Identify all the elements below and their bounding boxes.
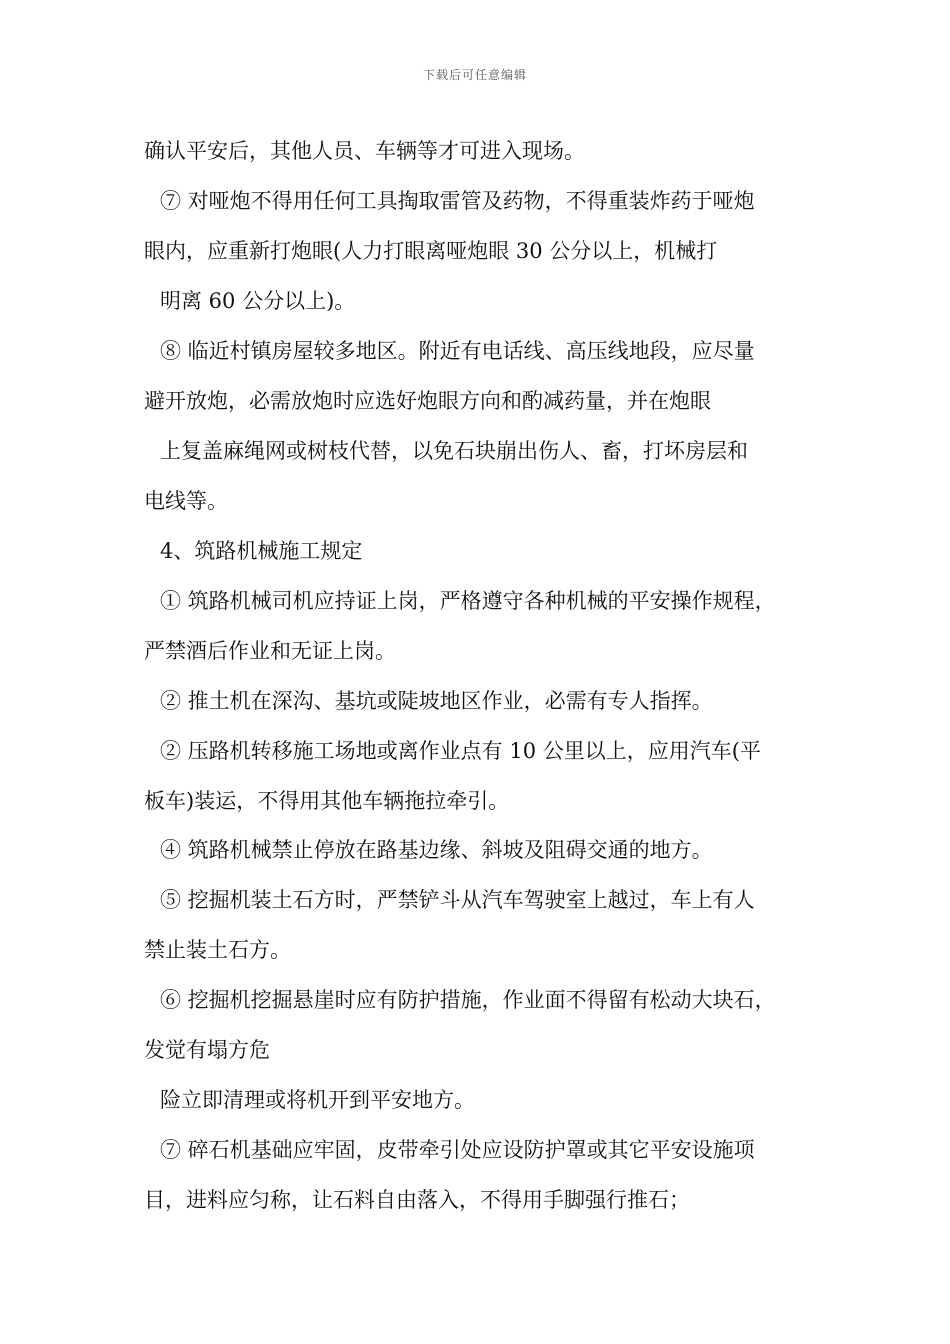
text-line: ⑦ 碎石机基础应牢固，皮带牵引处应设防护罩或其它平安设施项 [160, 1138, 755, 1162]
text-line: 确认平安后，其他人员、车辆等才可进入现场。 [144, 139, 585, 163]
section-heading: 4、筑路机械施工规定 [160, 539, 363, 563]
text-line: 禁止装土石方。 [144, 938, 291, 962]
text-line: 上复盖麻绳网或树枝代替，以免石块崩出伤人、畜，打坏房层和 [160, 439, 748, 463]
text-line: 避开放炮，必需放炮时应选好炮眼方向和酌减药量，并在炮眼 [144, 389, 711, 413]
text-line: 明离 60 公分以上)。 [160, 289, 356, 313]
page-header: 下载后可任意编辑 [422, 68, 527, 82]
text-line: ④ 筑路机械禁止停放在路基边缘、斜坡及阻碍交通的地方。 [160, 838, 713, 862]
text-line: ⑦ 对哑炮不得用任何工具掏取雷管及药物，不得重装炸药于哑炮 [160, 189, 755, 213]
text-line: ① 筑路机械司机应持证上岗，严格遵守各种机械的平安操作规程， [160, 589, 776, 613]
text-line: 发觉有塌方危 [144, 1038, 270, 1062]
text-line: ② 推土机在深沟、基坑或陡坡地区作业，必需有专人指挥。 [160, 689, 713, 713]
text-line: ⑧ 临近村镇房屋较多地区。附近有电话线、高压线地段，应尽量 [160, 339, 755, 363]
text-line: 险立即清理或将机开到平安地方。 [160, 1088, 475, 1112]
text-line: 目，进料应匀称，让石料自由落入，不得用手脚强行推石； [144, 1188, 690, 1212]
text-line: 严禁酒后作业和无证上岗。 [144, 639, 396, 663]
text-line: 板车)装运，不得用其他车辆拖拉牵引。 [144, 789, 510, 813]
text-line: ② 压路机转移施工场地或离作业点有 10 公里以上，应用汽车(平 [160, 739, 761, 763]
text-line: 眼内，应重新打炮眼(人力打眼离哑炮眼 30 公分以上，机械打 [144, 239, 718, 263]
text-line: ⑤ 挖掘机装土石方时，严禁铲斗从汽车驾驶室上越过，车上有人 [160, 888, 755, 912]
text-line: ⑥ 挖掘机挖掘悬崖时应有防护措施，作业面不得留有松动大块石， [160, 988, 776, 1012]
text-line: 电线等。 [144, 489, 228, 513]
